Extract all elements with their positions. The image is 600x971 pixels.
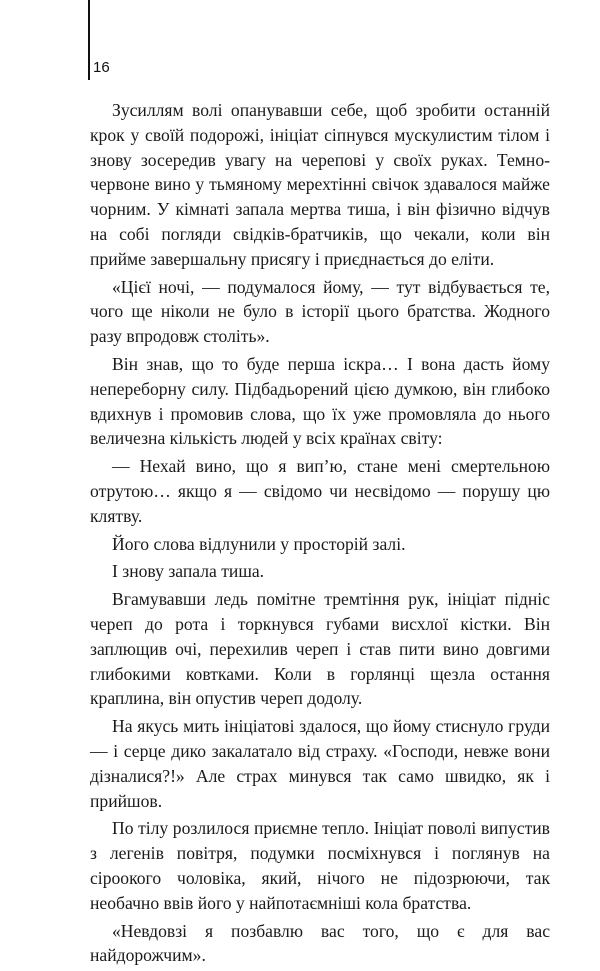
paragraph: Він знав, що то буде перша іскра… І вона дасть йому непереборну силу. Підбадьорений цією думкою, він глибоко вдихнув і промовив слова, що їх уже промовляла до нього величезна кількість людей у всіх країнах світу:	[90, 353, 550, 449]
paragraph: «Цієї ночі, — подумалося йому, — тут відбувається те, чого ще ніколи не було в історії цього братства. Жодного разу впродовж століть».	[90, 276, 550, 347]
body-text	[90, 98, 550, 971]
paragraph: На якусь мить ініціатові здалося, що йому стиснуло груди — і серце дико закалатало від страху. «Господи, невже вони дізналися?!» Але страх минувся так само швидко, як і прийшов.	[90, 716, 550, 811]
paragraph: «Невдовзі я позбавлю вас того, що є для вас найдорожчим».	[90, 920, 550, 966]
paragraph: Зусиллям волі опанувавши себе, щоб зробити останній крок у своїй подорожі, ініціат сіпнувся мускулистим тілом і знову зосередив увагу на черепові у своїх руках. Темно-червоне вино у тьмяному мерехтінні свічок здавалося майже чорним. У кімнаті запала мертва тиша, і він фізично відчув на собі погляди свідків-братчиків, що чекали, коли він прийме завершальну присягу і приєднається до еліти.	[90, 100, 550, 269]
paragraph: Його слова відлунили у просторій залі.	[112, 533, 406, 554]
paragraph: По тілу розлилося приємне тепло. Ініціат поволі випустив з легенів повітря, подумки посміхнувся і поглянув на сіроокого чоловіка, який, нічого не підозрюючи, так необачно ввів його у найпотаємніші кола братства.	[90, 818, 550, 913]
paragraph: Вгамувавши ледь помітне тремтіння рук, ініціат підніс череп до рота і торкнувся губами висхлої кістки. Він заплющив очі, перехилив череп і став пити вино довгими глибокими ковтками. Коли в горлянці щезла остання краплина, він опустив череп додолу.	[90, 589, 550, 709]
page-number: 16	[93, 59, 110, 76]
paragraph: — Нехай вино, що я вип’ю, стане мені смертельною отрутою… якщо я — свідомо чи несвідомо — порушу цю клятву.	[90, 456, 550, 526]
page-margin-rule	[88, 0, 90, 80]
paragraph: І знову запала тиша.	[112, 561, 265, 582]
